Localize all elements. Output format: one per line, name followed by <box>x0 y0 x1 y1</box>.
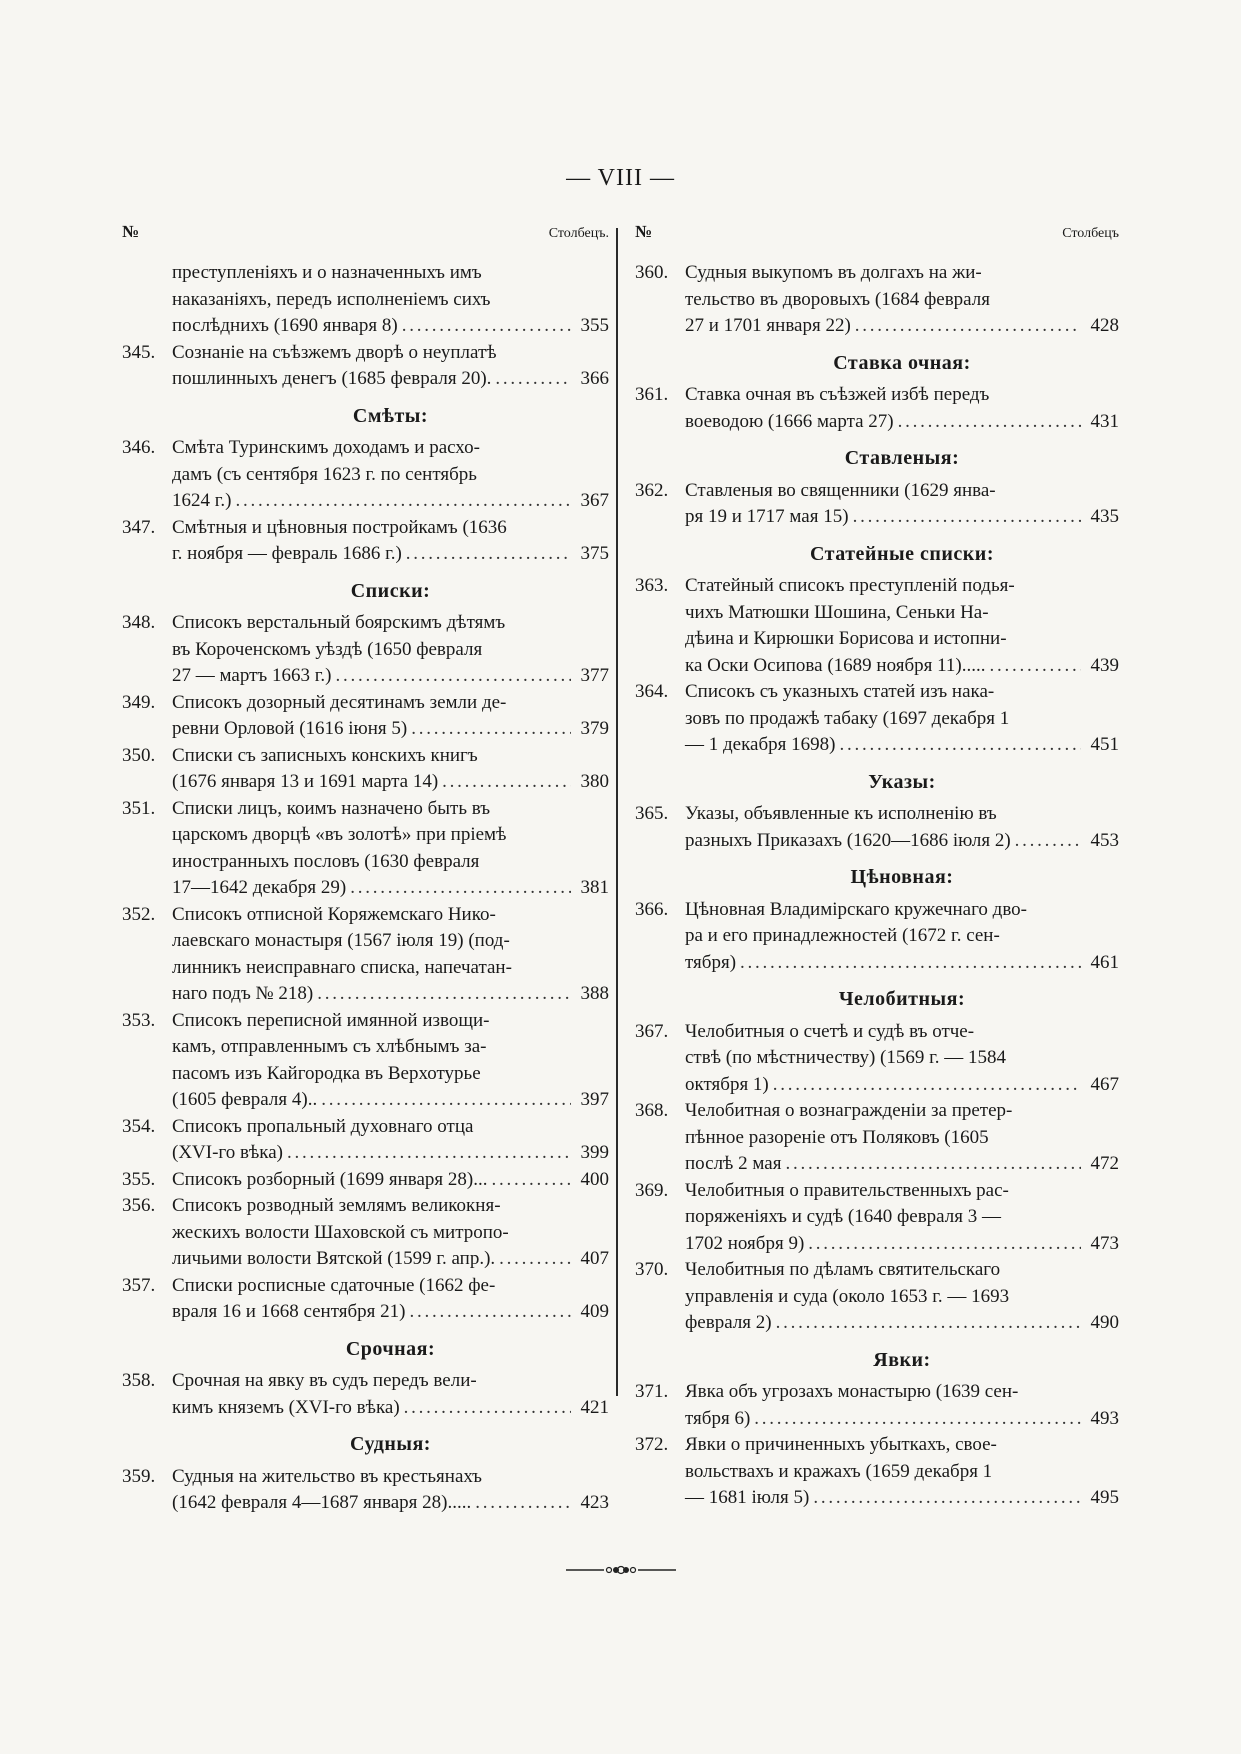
entry-last-line <box>685 732 1119 759</box>
column-number: 453 <box>1090 829 1119 851</box>
column-number: 409 <box>580 1301 609 1322</box>
entry-number: 345. <box>122 341 156 363</box>
entry-line: Списокъ розборный (1699 января 28)... <box>172 1168 488 1190</box>
entry-last-line <box>172 488 609 515</box>
entry-line: послѣ 2 мая <box>685 1153 782 1174</box>
entry-last-line <box>685 1072 1119 1099</box>
dot-leader <box>442 769 571 796</box>
entry-line: — 1681 іюля 5) <box>685 1487 810 1508</box>
end-ornament <box>0 1564 1241 1576</box>
dot-leader <box>406 541 571 568</box>
entry-line: иностранныхъ пословъ (1630 февраля <box>172 850 480 872</box>
column-number: 380 <box>580 771 609 792</box>
dot-leader <box>495 366 571 393</box>
entry-line: Списки лицъ, коимъ назначено быть въ <box>172 797 491 819</box>
entry-last-line <box>172 313 609 340</box>
section-heading-srochnaya: Срочная: <box>345 1337 436 1360</box>
entry-line: Явка объ угрозахъ монастырю (1639 сен- <box>685 1381 1019 1402</box>
toc-entry-347 <box>122 515 609 568</box>
entry-line: февраля 2) <box>685 1312 772 1333</box>
entry-line: тября 6) <box>685 1407 751 1429</box>
entry-line: 27 — мартъ 1663 г.) <box>172 665 332 686</box>
column-number: 388 <box>580 983 609 1004</box>
entry-line: Статейный списокъ преступленій подья- <box>685 575 1015 596</box>
number-label: № <box>122 222 140 241</box>
entry-line: Челобитныя о счетѣ и судѣ въ отче- <box>685 1020 975 1042</box>
entry-line: 27 и 1701 января 22) <box>685 315 851 336</box>
toc-entry-348 <box>122 610 609 690</box>
entry-line: Указы, объявленные къ исполненію въ <box>685 803 997 824</box>
entry-line: управленія и суда (около 1653 г. — 1693 <box>685 1285 1010 1307</box>
entry-line: Списокъ дозорный десятинамъ земли де- <box>172 691 507 713</box>
column-number: 400 <box>580 1168 609 1190</box>
dot-leader <box>411 716 571 743</box>
column-number: 439 <box>1090 654 1119 676</box>
entry-last-line <box>172 663 609 690</box>
entry-line: Цѣновная Владимірскаго кружечнаго дво- <box>685 898 1027 920</box>
column-number: 397 <box>580 1089 609 1110</box>
entry-line: Списокъ переписной имянной извощи- <box>172 1009 490 1031</box>
dot-leader <box>402 313 571 340</box>
dot-leader <box>785 1151 1081 1178</box>
entry-line: ствѣ (по мѣстничеству) (1569 г. — 1584 <box>685 1047 1007 1068</box>
entry-line: линникъ неисправнаго списка, напечатан- <box>172 956 512 978</box>
entry-number: 370. <box>635 1259 669 1280</box>
entry-line: жескихъ волости Шаховской съ митропо- <box>172 1221 509 1243</box>
column-number: 435 <box>1090 506 1119 527</box>
toc-entry-372 <box>635 1432 1119 1512</box>
entry-line: ря 19 и 1717 мая 15) <box>685 506 849 527</box>
dot-leader <box>335 663 571 690</box>
column-number: 355 <box>580 315 609 336</box>
entry-line: г. ноября — февраль 1686 г.) <box>172 543 402 564</box>
entry-line: поряженіяхъ и судѣ (1640 февраля 3 — <box>685 1206 1002 1227</box>
entry-last-line <box>172 875 609 902</box>
toc-entry-369 <box>635 1178 1119 1258</box>
dot-leader <box>839 732 1081 759</box>
entry-line: ревни Орловой (1616 іюня 5) <box>172 718 408 739</box>
entry-last-line <box>172 769 609 796</box>
entry-number: 363. <box>635 575 669 596</box>
toc-entry-367 <box>635 1019 1119 1099</box>
entry-line: Списокъ съ указныхъ статей изъ нака- <box>685 681 995 702</box>
page-title: — VIII — <box>566 165 675 191</box>
entry-line: наго подъ № 218) <box>172 983 314 1004</box>
entry-line: Судныя выкупомъ въ долгахъ на жи- <box>685 262 982 283</box>
ornament-flourish-icon <box>566 1564 676 1576</box>
entry-number: 350. <box>122 744 156 766</box>
column-number: 473 <box>1090 1232 1119 1254</box>
entry-line: Смѣтныя и цѣновныя постройкамъ (1636 <box>172 516 507 538</box>
entry-number: 356. <box>122 1195 156 1216</box>
dot-leader <box>754 1406 1081 1433</box>
section-heading-sudnyya: Судныя: <box>350 1433 431 1455</box>
entry-line: вольствахъ и кражахъ (1659 декабря 1 <box>685 1460 993 1482</box>
dot-leader <box>989 653 1081 680</box>
column-number: 490 <box>1090 1312 1119 1333</box>
dot-leader <box>287 1140 571 1167</box>
entry-line: камъ, отправленнымъ съ хлѣбнымъ за- <box>172 1036 487 1057</box>
entry-line: Списокъ пропальный духовнаго отца <box>172 1115 474 1137</box>
toc-entry-365 <box>635 801 1119 854</box>
entry-line: Смѣта Туринскимъ доходамъ и расхо- <box>172 437 480 458</box>
entry-line: пасомъ изъ Кайгородка въ Верхотурье <box>172 1062 481 1084</box>
entry-line: Явки о причиненныхъ убыткахъ, свое- <box>685 1434 997 1455</box>
entry-line: Списки росписные сдаточные (1662 фе- <box>172 1274 496 1296</box>
toc-entry-371 <box>635 1379 1119 1432</box>
entry-last-line <box>685 1310 1119 1337</box>
toc-entry-370 <box>635 1257 1119 1337</box>
entry-line: Судныя на жительство въ крестьянахъ <box>172 1465 483 1487</box>
column-number: 399 <box>580 1142 609 1163</box>
entry-number: 359. <box>122 1465 156 1487</box>
toc-entry-349 <box>122 690 609 743</box>
entry-number: 372. <box>635 1434 669 1455</box>
toc-entry-352 <box>122 902 609 1008</box>
entry-line: воеводою (1666 марта 27) <box>685 410 894 432</box>
entry-number: 346. <box>122 437 156 458</box>
entry-line: пѣнное разореніе отъ Поляковъ (1605 <box>685 1126 989 1148</box>
toc-entry-357 <box>122 1273 609 1326</box>
entry-last-line <box>685 313 1119 340</box>
dot-leader <box>776 1310 1081 1337</box>
column-number: 381 <box>580 877 609 898</box>
dot-leader <box>317 981 571 1008</box>
entry-line: наказаніяхъ, передъ исполненіемъ сихъ <box>172 288 491 310</box>
column-header <box>122 222 609 260</box>
column-header <box>635 222 1119 260</box>
toc-entry-354 <box>122 1114 609 1167</box>
entry-line: пошлинныхъ денегъ (1685 февраля 20). <box>172 368 492 389</box>
entry-last-line <box>685 1231 1119 1258</box>
entry-line: Ставка очная въ съѣзжей избѣ передъ <box>685 384 990 405</box>
entry-line: преступленіяхъ и о назначенныхъ имъ <box>172 262 482 283</box>
entry-line: Списокъ розводный землямъ великокня- <box>172 1195 501 1216</box>
toc-entry-345 <box>122 340 609 393</box>
column-label: Столбецъ <box>1062 226 1119 241</box>
entry-line: Челобитныя о правительственныхъ рас- <box>685 1179 1009 1201</box>
section-heading-smety: Смѣты: <box>352 404 429 427</box>
entry-last-line <box>172 366 609 393</box>
column-number: 375 <box>580 543 609 564</box>
column-number: 495 <box>1090 1487 1119 1508</box>
column-label: Столбецъ. <box>548 226 609 241</box>
left-column <box>122 222 609 1517</box>
entry-last-line <box>172 1167 609 1194</box>
entry-last-line <box>172 981 609 1008</box>
entry-line: царскомъ дворцѣ «въ золотѣ» при пріемѣ <box>172 824 507 845</box>
column-number: 366 <box>580 368 609 389</box>
entry-last-line <box>685 653 1119 680</box>
dot-leader <box>740 950 1081 977</box>
entry-line: дѣина и Кирюшки Борисова и истопни- <box>685 628 1007 649</box>
entry-number: 358. <box>122 1370 156 1391</box>
column-divider <box>616 228 618 1396</box>
dot-leader <box>404 1395 571 1422</box>
toc-entry-356 <box>122 1193 609 1273</box>
toc-entry-346 <box>122 435 609 515</box>
entry-number: 360. <box>635 262 669 283</box>
entry-number: 353. <box>122 1009 156 1031</box>
dot-leader <box>1015 828 1081 855</box>
entry-number: 365. <box>635 803 669 824</box>
entry-line: октября 1) <box>685 1073 769 1095</box>
entry-line: послѣднихъ (1690 января 8) <box>172 315 398 336</box>
entry-line: чихъ Матюшки Шошина, Сеньки На- <box>685 601 989 623</box>
toc-entry-350 <box>122 743 609 796</box>
entry-line: Челобитная о вознагражденіи за претер- <box>685 1100 1013 1121</box>
entry-number: 347. <box>122 516 156 538</box>
column-number: 431 <box>1090 410 1119 432</box>
toc-entry-continued <box>122 260 609 340</box>
entry-line: Ставленыя во священники (1629 янва- <box>685 479 996 501</box>
toc-entry-366 <box>635 897 1119 977</box>
entry-number: 369. <box>635 1179 669 1201</box>
dot-leader <box>410 1299 571 1326</box>
entry-line: въ Короченскомъ уѣздѣ (1650 февраля <box>172 638 483 660</box>
column-number: 493 <box>1090 1407 1119 1429</box>
dot-leader <box>235 488 571 515</box>
entry-last-line <box>172 1087 609 1114</box>
entry-last-line <box>685 409 1119 436</box>
section-heading-stavlenyya: Ставленыя: <box>844 447 960 469</box>
entry-number: 364. <box>635 681 669 702</box>
entry-line: ра и его принадлежностей (1672 г. сен- <box>685 925 1000 946</box>
dot-leader <box>350 875 571 902</box>
column-number: 472 <box>1090 1153 1119 1174</box>
dot-leader <box>475 1490 571 1517</box>
column-number: 428 <box>1090 315 1119 336</box>
entry-last-line <box>172 1246 609 1273</box>
entry-last-line <box>172 716 609 743</box>
number-label: № <box>635 222 653 241</box>
entry-line: лаевскаго монастыря (1567 іюля 19) (под- <box>172 930 510 951</box>
entry-number: 355. <box>122 1168 156 1190</box>
entry-line: зовъ по продажѣ табаку (1697 декабря 1 <box>685 707 1010 729</box>
entry-number: 348. <box>122 612 156 633</box>
entry-line: (1676 января 13 и 1691 марта 14) <box>172 771 439 792</box>
toc-entry-362 <box>635 478 1119 531</box>
entry-line: Списокъ отписной Коряжемскаго Нико- <box>172 903 496 925</box>
dot-leader <box>813 1485 1081 1512</box>
entry-last-line <box>685 1151 1119 1178</box>
toc-entry-351 <box>122 796 609 902</box>
entry-line: разныхъ Приказахъ (1620—1686 іюля 2) <box>685 829 1011 851</box>
entry-last-line <box>685 1406 1119 1433</box>
column-number: 407 <box>580 1248 609 1269</box>
entry-line: Сознаніе на съѣзжемъ дворѣ о неуплатѣ <box>172 341 497 363</box>
entry-last-line <box>685 950 1119 977</box>
toc-entry-360 <box>635 260 1119 340</box>
entry-line: (XVI-го вѣка) <box>172 1142 283 1163</box>
section-heading-yavki: Явки: <box>873 1348 931 1371</box>
entry-line: Списокъ верстальный боярскимъ дѣтямъ <box>172 612 506 633</box>
entry-line: тября) <box>685 951 737 973</box>
entry-number: 351. <box>122 797 156 819</box>
dot-leader <box>898 409 1081 436</box>
section-heading-stavka: Ставка очная: <box>833 351 971 374</box>
column-number: 377 <box>580 665 609 686</box>
right-column <box>635 222 1119 1512</box>
entry-last-line <box>685 1485 1119 1512</box>
entry-number: 354. <box>122 1115 156 1137</box>
entry-last-line <box>172 541 609 568</box>
entry-line: кимъ княземъ (XVI-го вѣка) <box>172 1396 400 1418</box>
entry-line: — 1 декабря 1698) <box>685 734 836 755</box>
section-heading-tsenovnaya: Цѣновная: <box>850 866 954 888</box>
column-number: 421 <box>580 1396 609 1418</box>
entry-line: Срочная на явку въ судъ передъ вели- <box>172 1370 477 1391</box>
dot-leader <box>491 1167 571 1194</box>
entry-number: 352. <box>122 903 156 925</box>
toc-entry-359 <box>122 1464 609 1517</box>
entry-line: 17—1642 декабря 29) <box>172 877 347 898</box>
column-number: 423 <box>580 1492 609 1513</box>
entry-number: 357. <box>122 1274 156 1296</box>
dot-leader <box>499 1246 571 1273</box>
entry-last-line <box>685 504 1119 531</box>
entry-number: 371. <box>635 1381 669 1402</box>
entry-last-line <box>172 1140 609 1167</box>
section-heading-stateynye: Статейные списки: <box>810 542 994 565</box>
entry-last-line <box>172 1490 609 1517</box>
entry-line: 1624 г.) <box>172 490 232 511</box>
toc-entry-364 <box>635 679 1119 759</box>
column-number: 467 <box>1090 1073 1119 1095</box>
entry-number: 362. <box>635 479 669 501</box>
entry-line: дамъ (съ сентября 1623 г. по сентябрь <box>172 463 477 485</box>
entry-last-line <box>685 828 1119 855</box>
entry-last-line <box>172 1395 609 1422</box>
section-heading-chelobitnyya: Челобитныя: <box>838 988 966 1010</box>
entry-line: ка Оски Осипова (1689 ноября 11)..... <box>685 654 986 676</box>
entry-number: 349. <box>122 691 156 713</box>
entry-line: Челобитныя по дѣламъ святительскаго <box>685 1259 1001 1280</box>
entry-line: враля 16 и 1668 сентября 21) <box>172 1301 406 1322</box>
dot-leader <box>808 1231 1081 1258</box>
entry-number: 368. <box>635 1100 669 1121</box>
column-number: 367 <box>580 490 609 511</box>
toc-entry-355 <box>122 1167 609 1194</box>
entry-line: Списки съ записныхъ конскихъ книгъ <box>172 744 478 766</box>
entry-number: 367. <box>635 1020 669 1042</box>
section-heading-ukazy: Указы: <box>868 770 936 793</box>
toc-entry-368 <box>635 1098 1119 1178</box>
dot-leader <box>855 313 1081 340</box>
toc-entry-358 <box>122 1368 609 1421</box>
entry-number: 361. <box>635 384 669 405</box>
entry-line: 1702 ноября 9) <box>685 1232 805 1254</box>
entry-last-line <box>172 1299 609 1326</box>
entry-line: (1642 февраля 4—1687 января 28)..... <box>172 1492 472 1513</box>
column-number: 461 <box>1090 951 1119 973</box>
dot-leader <box>853 504 1081 531</box>
entry-line: тельство въ дворовыхъ (1684 февраля <box>685 288 990 310</box>
dot-leader <box>773 1072 1081 1099</box>
entry-line: личьими волости Вятской (1599 г. апр.). <box>172 1248 496 1269</box>
toc-entry-361 <box>635 382 1119 435</box>
toc-entry-363 <box>635 573 1119 679</box>
entry-line: (1605 февраля 4).. <box>172 1089 318 1110</box>
dot-leader <box>321 1087 571 1114</box>
column-number: 451 <box>1090 734 1119 755</box>
entry-number: 366. <box>635 898 669 920</box>
section-heading-spiski: Списки: <box>350 579 431 602</box>
column-number: 379 <box>580 718 609 739</box>
toc-entry-353 <box>122 1008 609 1114</box>
